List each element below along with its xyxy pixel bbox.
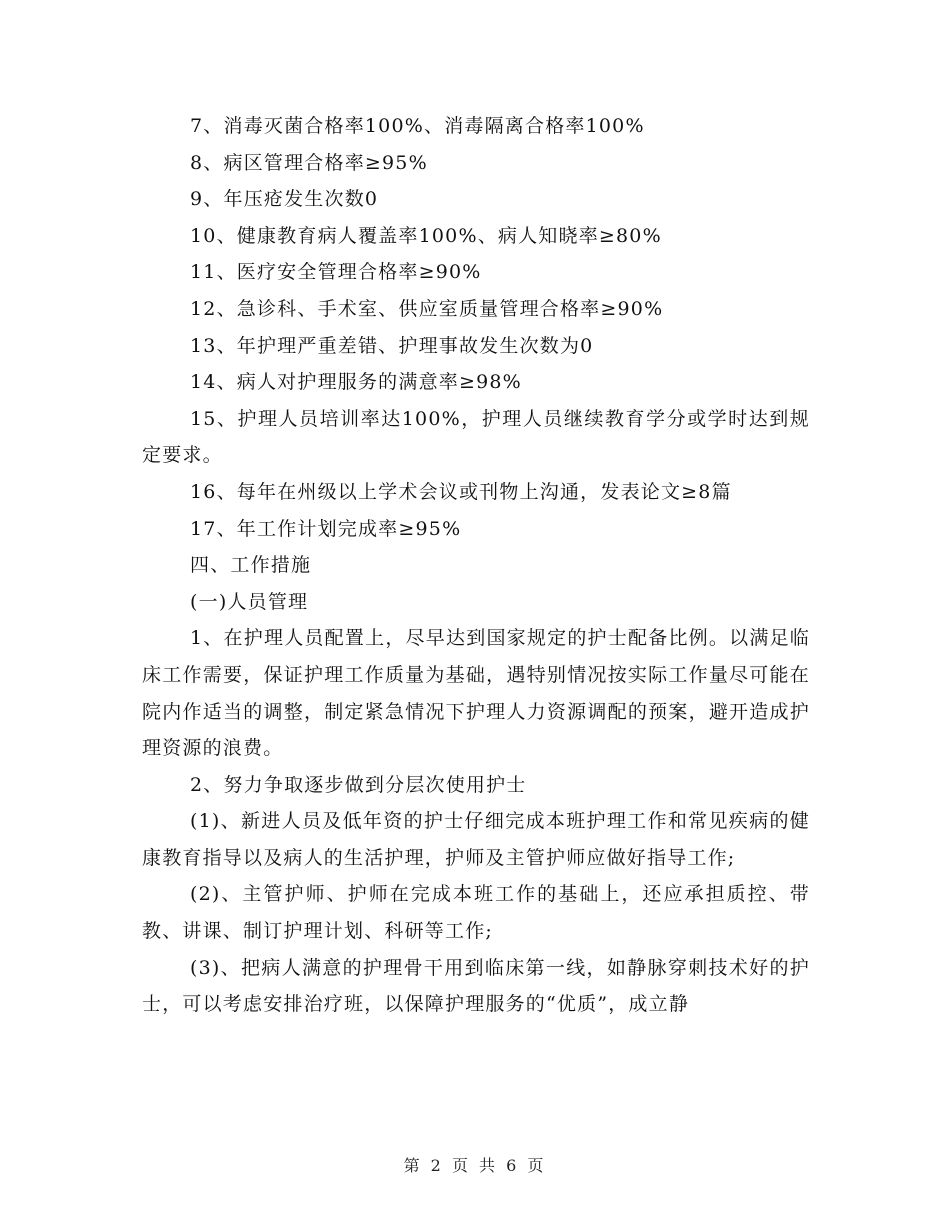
paragraph-item-15: 15、护理人员培训率达100%，护理人员继续教育学分或学时达到规定要求。 <box>142 407 810 467</box>
paragraph-item-9: 9、年压疮发生次数0 <box>190 188 379 211</box>
page-footer <box>0 1153 950 1176</box>
measure-paragraph-1: 1、在护理人员配置上，尽早达到国家规定的护士配备比例。以满足临床工作需要，保证护理工作质量为基础，遇特别情况按实际工作量尽可能在院内作适当的调整，制定紧急情况下护理人力资源调配的预案，避开造成护理资源的浪费。 <box>142 627 810 760</box>
page-number: 第 2 页 共 6 页 <box>403 1156 547 1175</box>
paragraph-item-8: 8、病区管理合格率≥95% <box>190 151 428 174</box>
sub-item-1: (1)、新进人员及低年资的护士仔细完成本班护理工作和常见疾病的健康教育指导以及病人的生活护理，护师及主管护师应做好指导工作; <box>142 810 810 869</box>
sub-item-3: (3)、把病人满意的护理骨干用到临床第一线，如静脉穿刺技术好的护士，可以考虑安排治疗班，以保障护理服务的“优质”，成立静 <box>142 956 810 1016</box>
paragraph-item-17: 17、年工作计划完成率≥95% <box>190 517 462 540</box>
sub-item-2: (2)、主管护师、护师在完成本班工作的基础上，还应承担质控、带教、讲课、制订护理计划、科研等工作; <box>142 883 810 943</box>
paragraph-item-12: 12、急诊科、手术室、供应室质量管理合格率≥90% <box>190 297 664 320</box>
paragraph-item-7: 7、消毒灭菌合格率100%、消毒隔离合格率100% <box>190 115 645 137</box>
measure-paragraph-2: 2、努力争取逐步做到分层次使用护士 <box>190 773 527 796</box>
paragraph-item-16: 16、每年在州级以上学术会议或刊物上沟通，发表论文≥8篇 <box>190 480 732 503</box>
paragraph-item-14: 14、病人对护理服务的满意率≥98% <box>190 371 522 394</box>
paragraph-item-10: 10、健康教育病人覆盖率100%、病人知晓率≥80% <box>190 224 662 247</box>
paragraph-item-13: 13、年护理严重差错、护理事故发生次数为0 <box>190 334 594 357</box>
document-body <box>142 108 810 1023</box>
section-heading: 四、工作措施 <box>190 554 312 577</box>
paragraph-item-11: 11、医疗安全管理合格率≥90% <box>190 261 482 284</box>
subsection-heading: (一)人员管理 <box>190 590 309 613</box>
